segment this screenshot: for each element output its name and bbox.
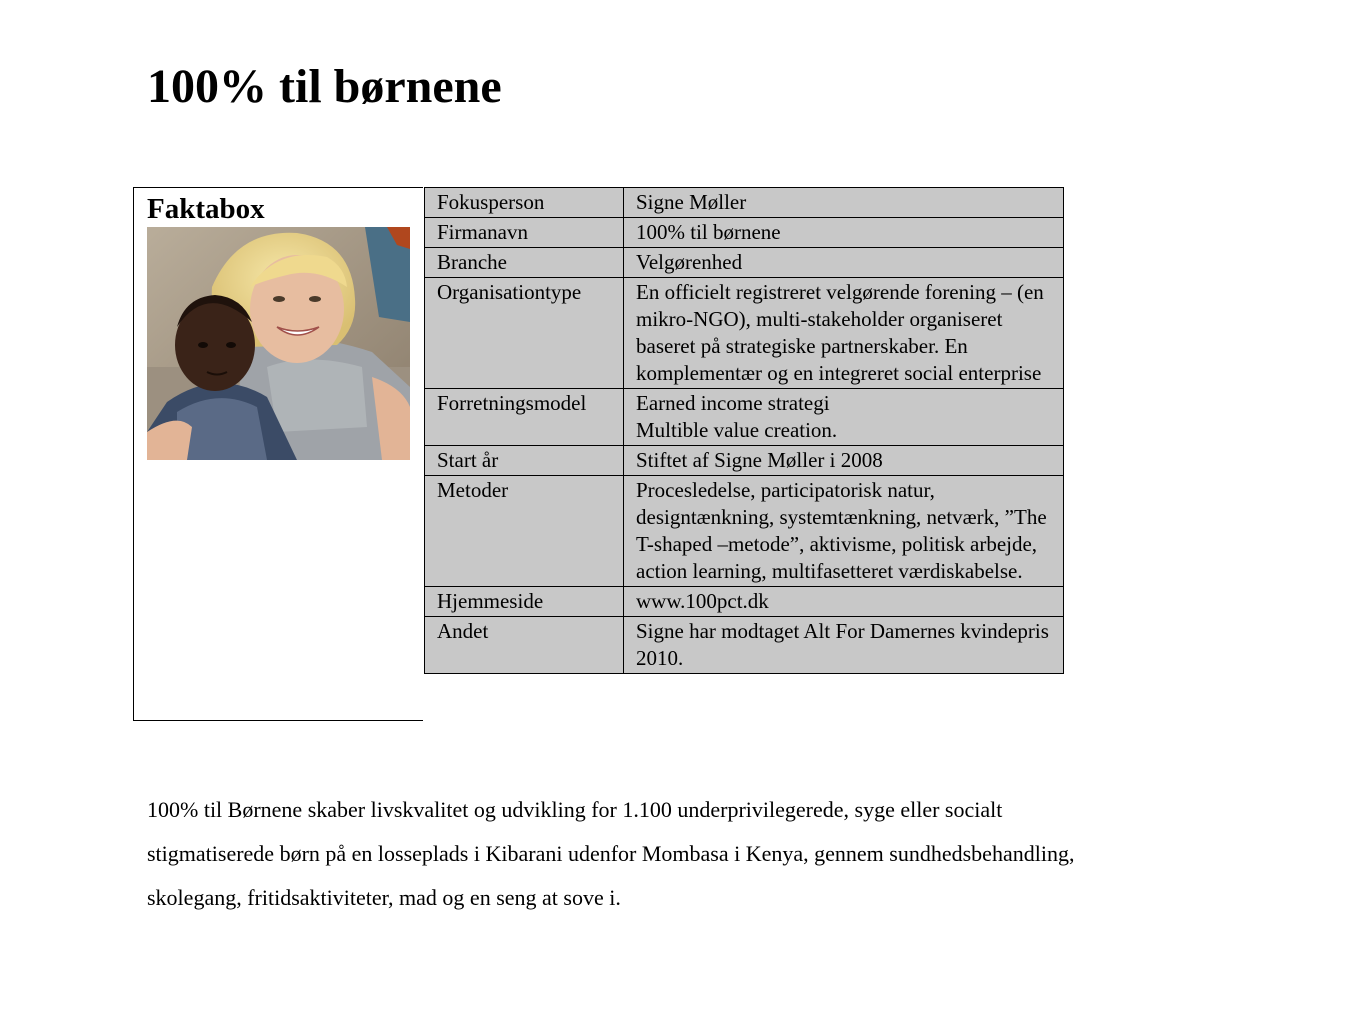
fact-label: Forretningsmodel (425, 389, 624, 446)
fact-label: Firmanavn (425, 218, 624, 248)
fact-label: Organisationtype (425, 278, 624, 389)
fact-value: www.100pct.dk (624, 587, 1064, 617)
fact-row (425, 617, 1064, 674)
fact-row (425, 587, 1064, 617)
fact-row (425, 278, 1064, 389)
fact-row (425, 248, 1064, 278)
fact-value: 100% til børnene (624, 218, 1064, 248)
fact-row (425, 476, 1064, 587)
fact-row (425, 218, 1064, 248)
fact-value: Signe har modtaget Alt For Damernes kvindepris 2010. (624, 617, 1064, 674)
fact-label: Hjemmeside (425, 587, 624, 617)
fact-label: Branche (425, 248, 624, 278)
fact-label: Andet (425, 617, 624, 674)
portrait-photo (147, 227, 410, 460)
page-title: 100% til børnene (147, 60, 502, 113)
fact-value: Velgørenhed (624, 248, 1064, 278)
fact-label: Start år (425, 446, 624, 476)
fact-value: Procesledelse, participatorisk natur, designtænkning, systemtænkning, netværk, ”The T-shaped –metode”, aktivisme, politisk arbejde, action learning, multifasetteret værdiskabelse. (624, 476, 1064, 587)
fact-row (425, 389, 1064, 446)
fact-row (425, 446, 1064, 476)
fact-value: Stiftet af Signe Møller i 2008 (624, 446, 1064, 476)
facts-table (424, 187, 1064, 674)
faktabox (133, 187, 423, 721)
fact-label: Fokusperson (425, 188, 624, 218)
fact-value: Earned income strategi Multible value creation. (624, 389, 1064, 446)
fact-row (425, 188, 1064, 218)
body-paragraph: 100% til Børnene skaber livskvalitet og udvikling for 1.100 underprivilegerede, syge eller socialt stigmatiserede børn på en losseplads i Kibarani udenfor Mombasa i Kenya, gennem sundhedsbehandling, skolegang, fritidsaktiviteter, mad og en seng at sove i. (147, 797, 1075, 910)
fact-value: Signe Møller (624, 188, 1064, 218)
faktabox-title: Faktabox (147, 193, 265, 225)
fact-value: En officielt registreret velgørende forening – (en mikro-NGO), multi-stakeholder organiseret baseret på strategiske partnerskaber. En komplementær og en integreret social enterprise (624, 278, 1064, 389)
fact-label: Metoder (425, 476, 624, 587)
